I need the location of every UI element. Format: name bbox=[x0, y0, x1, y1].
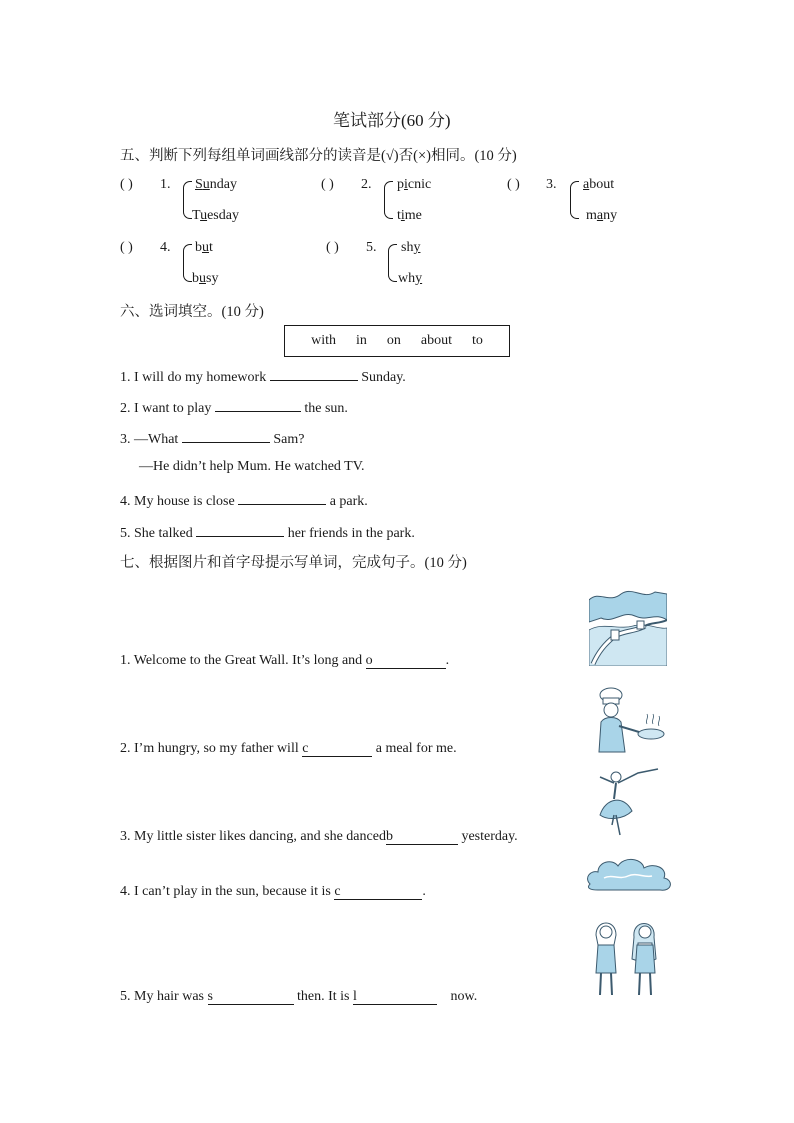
answer-blank[interactable]: c bbox=[334, 885, 422, 900]
answer-paren-5[interactable]: ( ) bbox=[326, 240, 339, 255]
great-wall-picture bbox=[589, 586, 667, 666]
word-shy: shy bbox=[401, 240, 421, 255]
cooking-chef-picture bbox=[591, 686, 667, 754]
word-bank bbox=[284, 325, 510, 357]
item5-5-num: 5. bbox=[366, 240, 377, 255]
answer-paren-2[interactable]: ( ) bbox=[321, 177, 334, 192]
word-picnic: picnic bbox=[397, 177, 432, 192]
word-bank-item: to bbox=[472, 333, 483, 348]
word-bank-item: with bbox=[311, 333, 336, 348]
word-time: time bbox=[397, 208, 422, 223]
answer-blank[interactable] bbox=[215, 397, 301, 412]
cloud-picture bbox=[584, 852, 674, 896]
item5-3-num: 3. bbox=[546, 177, 557, 192]
question6-5: 5. She talked her friends in the park. bbox=[120, 522, 415, 542]
brace-icon bbox=[388, 244, 397, 282]
question6-1: 1. I will do my homework Sunday. bbox=[120, 366, 406, 386]
section6-heading: 六、选词填空。(10 分) bbox=[120, 304, 264, 320]
word-tuesday: Tuesday bbox=[192, 208, 239, 223]
question7-3: 3. My little sister likes dancing, and she dancedb yesterday. bbox=[120, 829, 518, 844]
answer-paren-3[interactable]: ( ) bbox=[507, 177, 520, 192]
question7-2: 2. I’m hungry, so my father will c a meal for me. bbox=[120, 741, 457, 756]
section7-heading: 七、根据图片和首字母提示写单词，完成句子。(10 分) bbox=[120, 555, 467, 571]
word-sunday: Sunday bbox=[195, 177, 238, 192]
brace-icon bbox=[183, 244, 192, 282]
page-title: 笔试部分(60 分) bbox=[333, 111, 451, 130]
item5-1-num: 1. bbox=[160, 177, 171, 192]
girls-hair-picture bbox=[590, 915, 664, 1001]
question7-1: 1. Welcome to the Great Wall. It’s long and o . bbox=[120, 653, 450, 668]
brace-icon bbox=[183, 181, 192, 219]
word-bank-item: about bbox=[420, 333, 452, 348]
word-bank-item: in bbox=[356, 333, 367, 348]
brace-icon bbox=[384, 181, 393, 219]
item5-2-num: 2. bbox=[361, 177, 372, 192]
answer-paren-1[interactable]: ( ) bbox=[120, 177, 133, 192]
section5-heading: 五、判断下列每组单词画线部分的读音是(√)否(×)相同。(10 分) bbox=[120, 148, 517, 164]
question6-3-reply: —He didn’t help Mum. He watched TV. bbox=[139, 459, 365, 474]
word-bank-item: on bbox=[386, 333, 401, 348]
answer-blank[interactable]: o bbox=[366, 654, 446, 669]
word-about: about bbox=[583, 177, 615, 192]
question6-4: 4. My house is close a park. bbox=[120, 490, 368, 510]
word-why: why bbox=[398, 271, 423, 286]
question7-5: 5. My hair was s then. It is l now. bbox=[120, 989, 478, 1004]
answer-blank[interactable]: b bbox=[386, 830, 458, 845]
answer-blank[interactable]: c bbox=[302, 742, 372, 757]
question6-3: 3. —What Sam? bbox=[120, 428, 304, 448]
item5-4-num: 4. bbox=[160, 240, 171, 255]
dancer-picture bbox=[592, 765, 664, 837]
word-busy: busy bbox=[192, 271, 219, 286]
answer-blank[interactable] bbox=[270, 366, 358, 381]
answer-paren-4[interactable]: ( ) bbox=[120, 240, 133, 255]
question6-2: 2. I want to play the sun. bbox=[120, 397, 348, 417]
answer-blank[interactable] bbox=[182, 428, 270, 443]
answer-blank[interactable] bbox=[196, 522, 284, 537]
answer-blank[interactable]: s bbox=[208, 990, 294, 1005]
answer-blank[interactable]: l bbox=[353, 990, 437, 1005]
question7-4: 4. I can’t play in the sun, because it is c . bbox=[120, 884, 426, 899]
answer-blank[interactable] bbox=[238, 490, 326, 505]
brace-icon bbox=[570, 181, 579, 219]
word-but: but bbox=[195, 240, 213, 255]
word-many: many bbox=[586, 208, 618, 223]
